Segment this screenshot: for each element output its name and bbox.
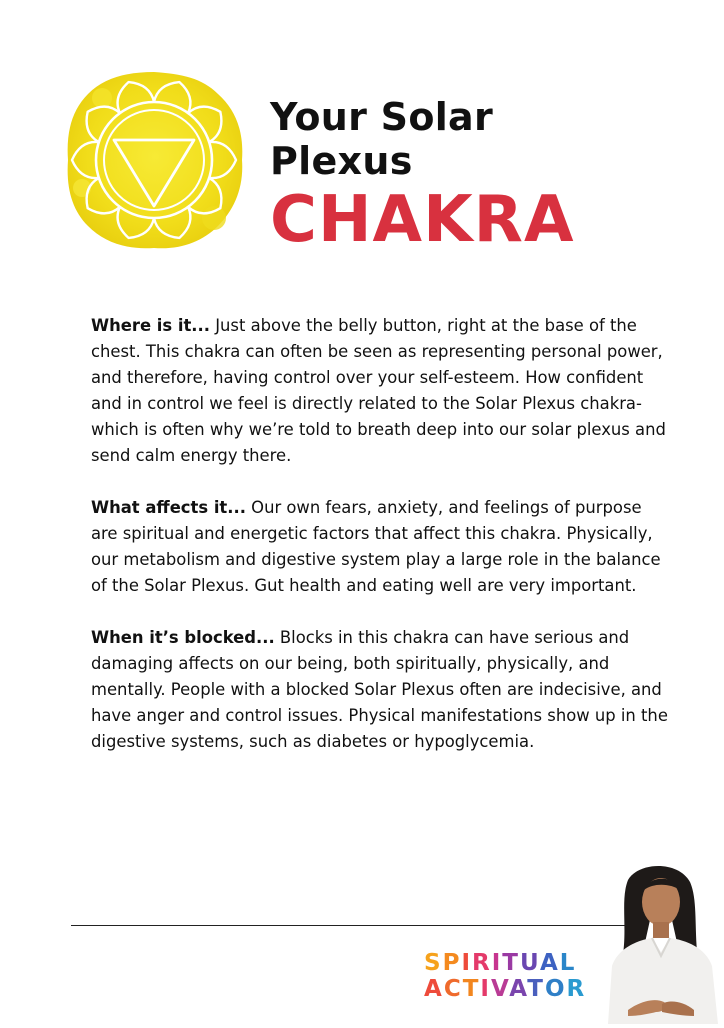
article-body	[91, 313, 671, 781]
section-where	[91, 313, 671, 469]
brand-line-1	[424, 950, 586, 976]
brand-letter: C	[443, 976, 463, 1002]
brand-letter: T	[462, 976, 481, 1002]
brand-letter: L	[559, 950, 577, 976]
section-blocked	[91, 625, 671, 755]
brand-letter: U	[519, 950, 540, 976]
brand-letter: A	[539, 950, 560, 976]
title-accent: CHAKRA	[270, 183, 575, 257]
brand-letter: S	[424, 950, 443, 976]
solar-plexus-chakra-icon	[62, 68, 246, 252]
brand-letter: V	[490, 976, 510, 1002]
brand-logo	[424, 950, 586, 1002]
page-title	[270, 95, 574, 255]
person-portrait	[598, 860, 724, 1024]
brand-letter: T	[502, 950, 520, 976]
section-heading: What affects it...	[91, 498, 246, 517]
brand-letter: T	[527, 976, 545, 1002]
section-text: Just above the belly button, right at the base of the chest. This chakra can often be seen as representing personal power, and therefore, having control over your self-esteem. How confident and in control we feel is directly related to the Solar Plexus chakra- which is often why we’re told to breath deep into our solar plexus and send calm energy there.	[91, 316, 666, 465]
brand-letter: R	[566, 976, 587, 1002]
title-line-2: Plexus	[270, 139, 413, 183]
section-affects	[91, 495, 671, 599]
section-text: Blocks in this chakra can have serious and damaging affects on our being, both spiritually, physically, and mentally. People with a blocked Solar Plexus often are indecisive, and have anger and control issues. Physical manifestations show up in the digestive systems, such as diabetes or hypoglycemia.	[91, 628, 668, 751]
brand-letter: I	[461, 950, 472, 976]
brand-letter: O	[544, 976, 567, 1002]
title-line-1: Your Solar	[270, 95, 494, 139]
section-heading: When it’s blocked...	[91, 628, 275, 647]
brand-letter: I	[480, 976, 491, 1002]
brand-line-2	[424, 976, 586, 1002]
brand-letter: P	[442, 950, 462, 976]
section-heading: Where is it...	[91, 316, 210, 335]
footer-divider	[71, 925, 631, 926]
brand-letter: R	[472, 950, 492, 976]
brand-letter: I	[491, 950, 503, 976]
brand-letter: A	[424, 976, 444, 1002]
section-text: Our own fears, anxiety, and feelings of purpose are spiritual and energetic factors that affect this chakra. Physically, our metabolism and digestive system play a large role in the balance of the Solar Plexus. Gut health and eating well are very important.	[91, 498, 661, 595]
brand-letter: A	[509, 976, 528, 1002]
